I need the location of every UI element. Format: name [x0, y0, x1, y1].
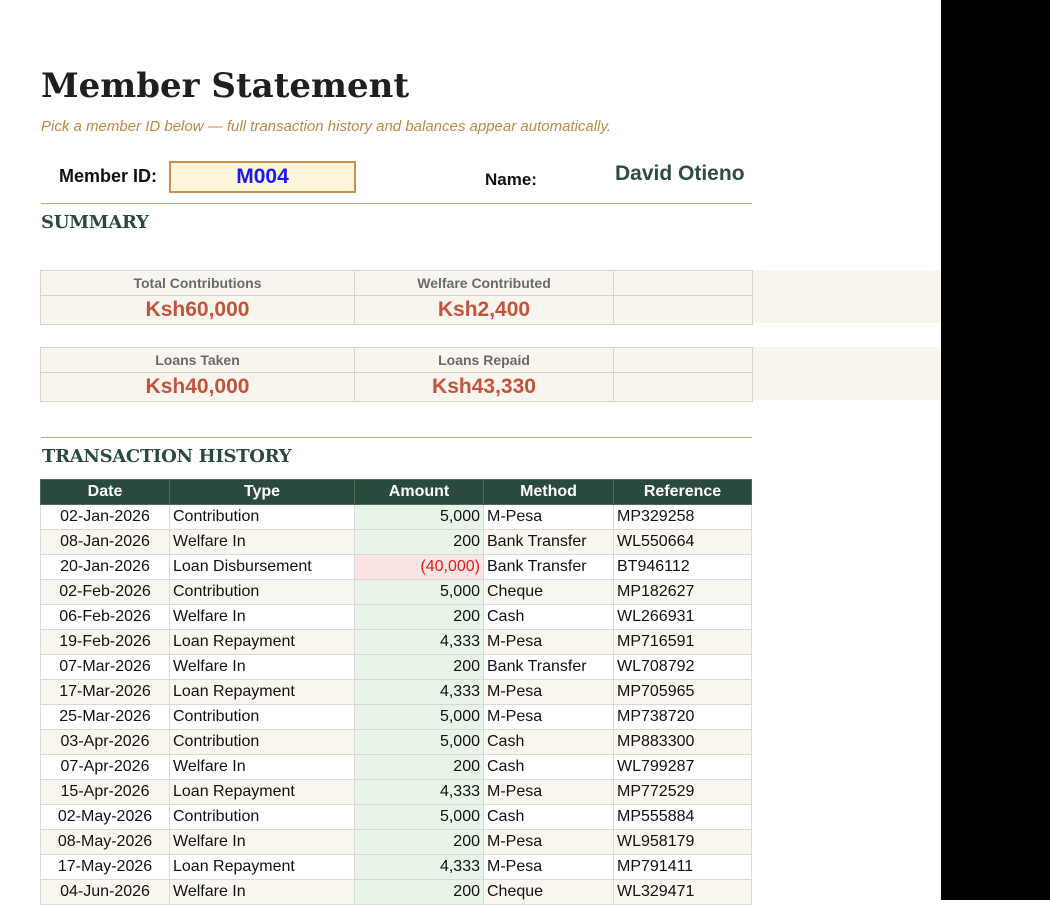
- summary-row1-extension: [753, 270, 941, 323]
- table-row[interactable]: [41, 830, 752, 855]
- column-header-date[interactable]: Date: [41, 480, 170, 505]
- summary-label-blank: [614, 271, 753, 296]
- page-title: Member Statement: [41, 66, 410, 106]
- member-name-value: David Otieno: [615, 162, 745, 185]
- table-row[interactable]: [41, 680, 752, 705]
- cell-date[interactable]: 02-May-2026: [41, 805, 170, 830]
- cell-reference[interactable]: MP716591: [614, 630, 752, 655]
- cell-type[interactable]: Welfare In: [170, 755, 355, 780]
- cell-method[interactable]: M-Pesa: [484, 680, 614, 705]
- divider: [41, 203, 752, 204]
- cell-method[interactable]: Cheque: [484, 580, 614, 605]
- cell-method[interactable]: M-Pesa: [484, 780, 614, 805]
- cell-amount[interactable]: 5,000: [355, 580, 484, 605]
- cell-amount[interactable]: 200: [355, 530, 484, 555]
- member-id-select[interactable]: [169, 161, 356, 193]
- cell-amount[interactable]: 200: [355, 830, 484, 855]
- cell-date[interactable]: 03-Apr-2026: [41, 730, 170, 755]
- cell-method[interactable]: Bank Transfer: [484, 530, 614, 555]
- cell-type[interactable]: Contribution: [170, 505, 355, 530]
- cell-reference[interactable]: MP182627: [614, 580, 752, 605]
- cell-method[interactable]: M-Pesa: [484, 830, 614, 855]
- cell-amount[interactable]: 200: [355, 655, 484, 680]
- summary-label-blank: [614, 348, 753, 373]
- cell-type[interactable]: Welfare In: [170, 880, 355, 905]
- welfare-contributed-value: Ksh2,400: [355, 296, 614, 325]
- cell-method[interactable]: Cash: [484, 730, 614, 755]
- column-header-method[interactable]: Method: [484, 480, 614, 505]
- table-row[interactable]: [41, 880, 752, 905]
- loans-repaid-label: Loans Repaid: [355, 348, 614, 373]
- cell-method[interactable]: Cheque: [484, 880, 614, 905]
- welfare-contributed-label: Welfare Contributed: [355, 271, 614, 296]
- cell-type[interactable]: Welfare In: [170, 605, 355, 630]
- table-row[interactable]: [41, 555, 752, 580]
- cell-amount[interactable]: (40,000): [355, 555, 484, 580]
- table-row[interactable]: [41, 855, 752, 880]
- cell-date[interactable]: 07-Mar-2026: [41, 655, 170, 680]
- cell-date[interactable]: 25-Mar-2026: [41, 705, 170, 730]
- table-row[interactable]: [41, 705, 752, 730]
- offscreen-area: [941, 0, 1050, 900]
- cell-method[interactable]: Cash: [484, 605, 614, 630]
- cell-reference[interactable]: MP705965: [614, 680, 752, 705]
- cell-type[interactable]: Welfare In: [170, 530, 355, 555]
- cell-method[interactable]: M-Pesa: [484, 855, 614, 880]
- table-row[interactable]: [41, 530, 752, 555]
- cell-type[interactable]: Loan Repayment: [170, 780, 355, 805]
- member-name-cell: [615, 162, 752, 192]
- summary-value-blank: [614, 296, 753, 325]
- cell-type[interactable]: Contribution: [170, 580, 355, 605]
- cell-amount[interactable]: 5,000: [355, 730, 484, 755]
- column-header-amount[interactable]: Amount: [355, 480, 484, 505]
- cell-reference[interactable]: WL550664: [614, 530, 752, 555]
- cell-reference[interactable]: BT946112: [614, 555, 752, 580]
- cell-amount[interactable]: 5,000: [355, 505, 484, 530]
- cell-amount[interactable]: 200: [355, 880, 484, 905]
- cell-method[interactable]: Cash: [484, 805, 614, 830]
- member-id-label: Member ID:: [59, 166, 158, 186]
- cell-date[interactable]: 17-Mar-2026: [41, 680, 170, 705]
- cell-type[interactable]: Loan Repayment: [170, 855, 355, 880]
- cell-amount[interactable]: 4,333: [355, 680, 484, 705]
- cell-method[interactable]: M-Pesa: [484, 630, 614, 655]
- cell-reference[interactable]: WL708792: [614, 655, 752, 680]
- loans-repaid-value: Ksh43,330: [355, 373, 614, 402]
- cell-date[interactable]: 08-May-2026: [41, 830, 170, 855]
- table-row[interactable]: [41, 630, 752, 655]
- cell-type[interactable]: Loan Disbursement: [170, 555, 355, 580]
- cell-reference[interactable]: WL958179: [614, 830, 752, 855]
- summary-heading: SUMMARY: [41, 212, 149, 233]
- cell-date[interactable]: 15-Apr-2026: [41, 780, 170, 805]
- cell-date[interactable]: 02-Feb-2026: [41, 580, 170, 605]
- member-name-label: Name:: [485, 170, 537, 189]
- cell-reference[interactable]: MP329258: [614, 505, 752, 530]
- cell-reference[interactable]: MP772529: [614, 780, 752, 805]
- loans-taken-value: Ksh40,000: [41, 373, 355, 402]
- cell-type[interactable]: Welfare In: [170, 830, 355, 855]
- summary-card-row-1: [40, 270, 753, 325]
- summary-value-blank: [614, 373, 753, 402]
- cell-amount[interactable]: 4,333: [355, 630, 484, 655]
- total-contributions-label: Total Contributions: [41, 271, 355, 296]
- cell-date[interactable]: 17-May-2026: [41, 855, 170, 880]
- cell-type[interactable]: Contribution: [170, 805, 355, 830]
- cell-amount[interactable]: 200: [355, 755, 484, 780]
- cell-reference[interactable]: MP555884: [614, 805, 752, 830]
- cell-reference[interactable]: MP883300: [614, 730, 752, 755]
- cell-reference[interactable]: WL799287: [614, 755, 752, 780]
- cell-date[interactable]: 06-Feb-2026: [41, 605, 170, 630]
- cell-method[interactable]: M-Pesa: [484, 505, 614, 530]
- column-header-reference[interactable]: Reference: [614, 480, 752, 505]
- divider: [41, 437, 752, 438]
- cell-reference[interactable]: MP738720: [614, 705, 752, 730]
- loans-taken-label: Loans Taken: [41, 348, 355, 373]
- cell-amount[interactable]: 5,000: [355, 805, 484, 830]
- cell-method[interactable]: Cash: [484, 755, 614, 780]
- cell-date[interactable]: 02-Jan-2026: [41, 505, 170, 530]
- table-row[interactable]: [41, 580, 752, 605]
- cell-amount[interactable]: 200: [355, 605, 484, 630]
- member-id-value[interactable]: M004: [236, 165, 289, 188]
- cell-method[interactable]: M-Pesa: [484, 705, 614, 730]
- table-row[interactable]: [41, 655, 752, 680]
- cell-type[interactable]: Loan Repayment: [170, 630, 355, 655]
- cell-date[interactable]: 07-Apr-2026: [41, 755, 170, 780]
- table-header-row: [41, 480, 752, 505]
- cell-date[interactable]: 04-Jun-2026: [41, 880, 170, 905]
- cell-date[interactable]: 20-Jan-2026: [41, 555, 170, 580]
- cell-reference[interactable]: WL329471: [614, 880, 752, 905]
- cell-method[interactable]: Bank Transfer: [484, 655, 614, 680]
- cell-type[interactable]: Welfare In: [170, 655, 355, 680]
- page-subtitle: Pick a member ID below — full transaction history and balances appear automatically.: [41, 118, 611, 135]
- table-row[interactable]: [41, 505, 752, 530]
- transaction-history-heading: TRANSACTION HISTORY: [42, 446, 292, 467]
- cell-type[interactable]: Contribution: [170, 705, 355, 730]
- cell-method[interactable]: Bank Transfer: [484, 555, 614, 580]
- summary-card-row-2: [40, 347, 753, 402]
- table-row[interactable]: [41, 730, 752, 755]
- cell-type[interactable]: Contribution: [170, 730, 355, 755]
- table-row[interactable]: [41, 780, 752, 805]
- total-contributions-value: Ksh60,000: [41, 296, 355, 325]
- transaction-table: [40, 479, 752, 905]
- cell-date[interactable]: 19-Feb-2026: [41, 630, 170, 655]
- cell-amount[interactable]: 4,333: [355, 855, 484, 880]
- table-row[interactable]: [41, 805, 752, 830]
- cell-reference[interactable]: MP791411: [614, 855, 752, 880]
- cell-reference[interactable]: WL266931: [614, 605, 752, 630]
- table-row[interactable]: [41, 755, 752, 780]
- cell-amount[interactable]: 5,000: [355, 705, 484, 730]
- cell-type[interactable]: Loan Repayment: [170, 680, 355, 705]
- column-header-type[interactable]: Type: [170, 480, 355, 505]
- cell-amount[interactable]: 4,333: [355, 780, 484, 805]
- summary-row2-extension: [753, 347, 941, 400]
- table-row[interactable]: [41, 605, 752, 630]
- cell-date[interactable]: 08-Jan-2026: [41, 530, 170, 555]
